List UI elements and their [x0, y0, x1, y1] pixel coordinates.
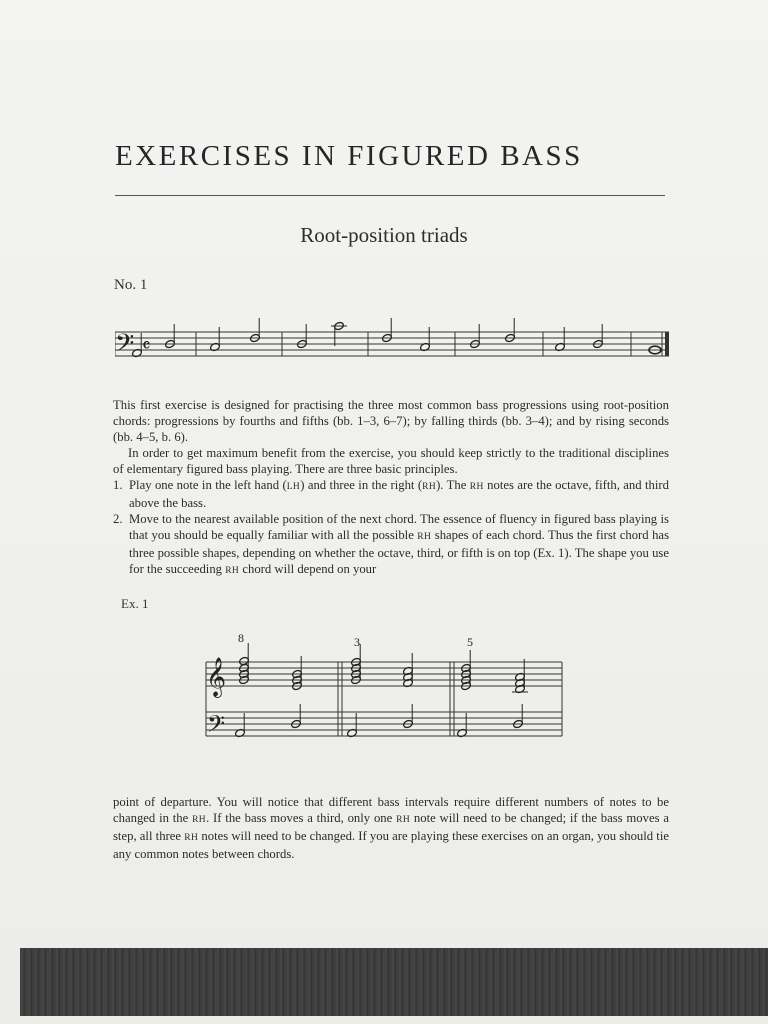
bass-half-note — [403, 704, 414, 729]
principle-2-text-a: Move to the nearest available position of the next chord. The essence of fluency in figured bass playing is that you should be equally familiar with all the possible — [129, 512, 669, 542]
bass-half-note — [457, 713, 468, 738]
bass-half-note — [555, 327, 566, 352]
principle-2-number: 2. — [113, 512, 123, 526]
bass-staff-no1 — [115, 318, 671, 378]
scan-shadow-bar — [20, 948, 768, 1016]
bass-half-note — [420, 327, 431, 352]
bass-half-note — [297, 324, 308, 349]
principle-1-number: 1. — [113, 478, 123, 492]
bass-half-note — [347, 713, 358, 738]
principle-2 — [113, 511, 669, 579]
principle-1-text-c: ). The — [436, 478, 470, 492]
example-grand-staff — [200, 628, 570, 748]
bass-clef-icon: 𝄢 — [115, 329, 135, 364]
paragraph-3 — [113, 794, 669, 862]
intro-text — [113, 397, 669, 579]
bass-half-note — [291, 704, 302, 729]
paragraph-3-text-c: note will need to be changed; if the bass moves a step, all three — [113, 811, 669, 843]
paragraph-2: In order to get maximum benefit from the exercise, you should keep strictly to the traditional disciplines of elementary figured bass playing. There are three basic principles. — [113, 446, 669, 476]
paragraph-1: This first exercise is designed for practising the three most common bass progressions using root-position chords: progressions by fourths and fifths (bb. 1–3, 6–7); by falling thirds (bb. 3–4); and by rising seconds (bb. 4–5, b. 6). — [113, 398, 669, 444]
principle-1-text-a: Play one note in the left hand ( — [129, 478, 287, 492]
paragraph-3-text-d: notes will need to be changed. If you are playing these exercises on an organ, you should tie any common notes between chords. — [113, 829, 669, 861]
rh-abbrev: RH — [396, 815, 411, 825]
principle-1-text-d: notes are the octave, fifth, and third above the bass. — [129, 478, 669, 510]
paragraph-3-text-a: point of departure. You will notice that different bass intervals require different numbers of notes to be changed in the — [113, 795, 669, 825]
principle-2-text-b: shapes of each chord. Thus the first chord has three possible shapes, depending on whether the octave, third, or fifth is on top (Ex. 1). The shape you use for the succeeding — [129, 528, 670, 576]
bass-half-note — [513, 704, 524, 729]
lh-abbrev: LH — [286, 482, 301, 492]
treble-clef-icon: 𝄞 — [206, 657, 227, 697]
bass-half-note — [505, 318, 516, 343]
figure-8: 8 — [238, 631, 244, 645]
continuation-text — [113, 794, 669, 862]
common-time-icon: 𝄴 — [142, 335, 151, 357]
title-rule — [115, 195, 665, 196]
rh-abbrev: RH — [184, 833, 199, 843]
rh-abbrev: RH — [192, 815, 207, 825]
example-label: Ex. 1 — [121, 596, 149, 611]
paragraph-3-text-b: . If the bass moves a third, only one — [206, 811, 397, 825]
rh-abbrev: RH — [225, 566, 240, 576]
figure-3: 3 — [354, 635, 360, 649]
bass-half-note — [593, 324, 604, 349]
exercise-number: No. 1 — [114, 277, 148, 293]
rh-abbrev: RH — [422, 482, 437, 492]
bass-half-note — [470, 324, 481, 349]
principle-2-text-c: chord will depend on your — [239, 562, 377, 576]
bass-half-note — [210, 327, 221, 352]
principle-1-text-b: ) and three in the right ( — [300, 478, 423, 492]
bass-half-note — [382, 318, 393, 343]
page-title: EXERCISES IN FIGURED BASS — [115, 140, 583, 172]
rh-abbrev: RH — [417, 532, 432, 542]
bass-clef-icon: 𝄢 — [207, 710, 226, 743]
section-title: Root-position triads — [300, 223, 468, 247]
principle-1 — [113, 477, 669, 511]
bass-half-note — [235, 713, 246, 738]
bass-half-note — [250, 318, 261, 343]
figure-5: 5 — [467, 635, 473, 649]
bass-half-note — [165, 324, 176, 349]
bass-half-note — [334, 321, 345, 346]
rh-abbrev: RH — [469, 482, 484, 492]
